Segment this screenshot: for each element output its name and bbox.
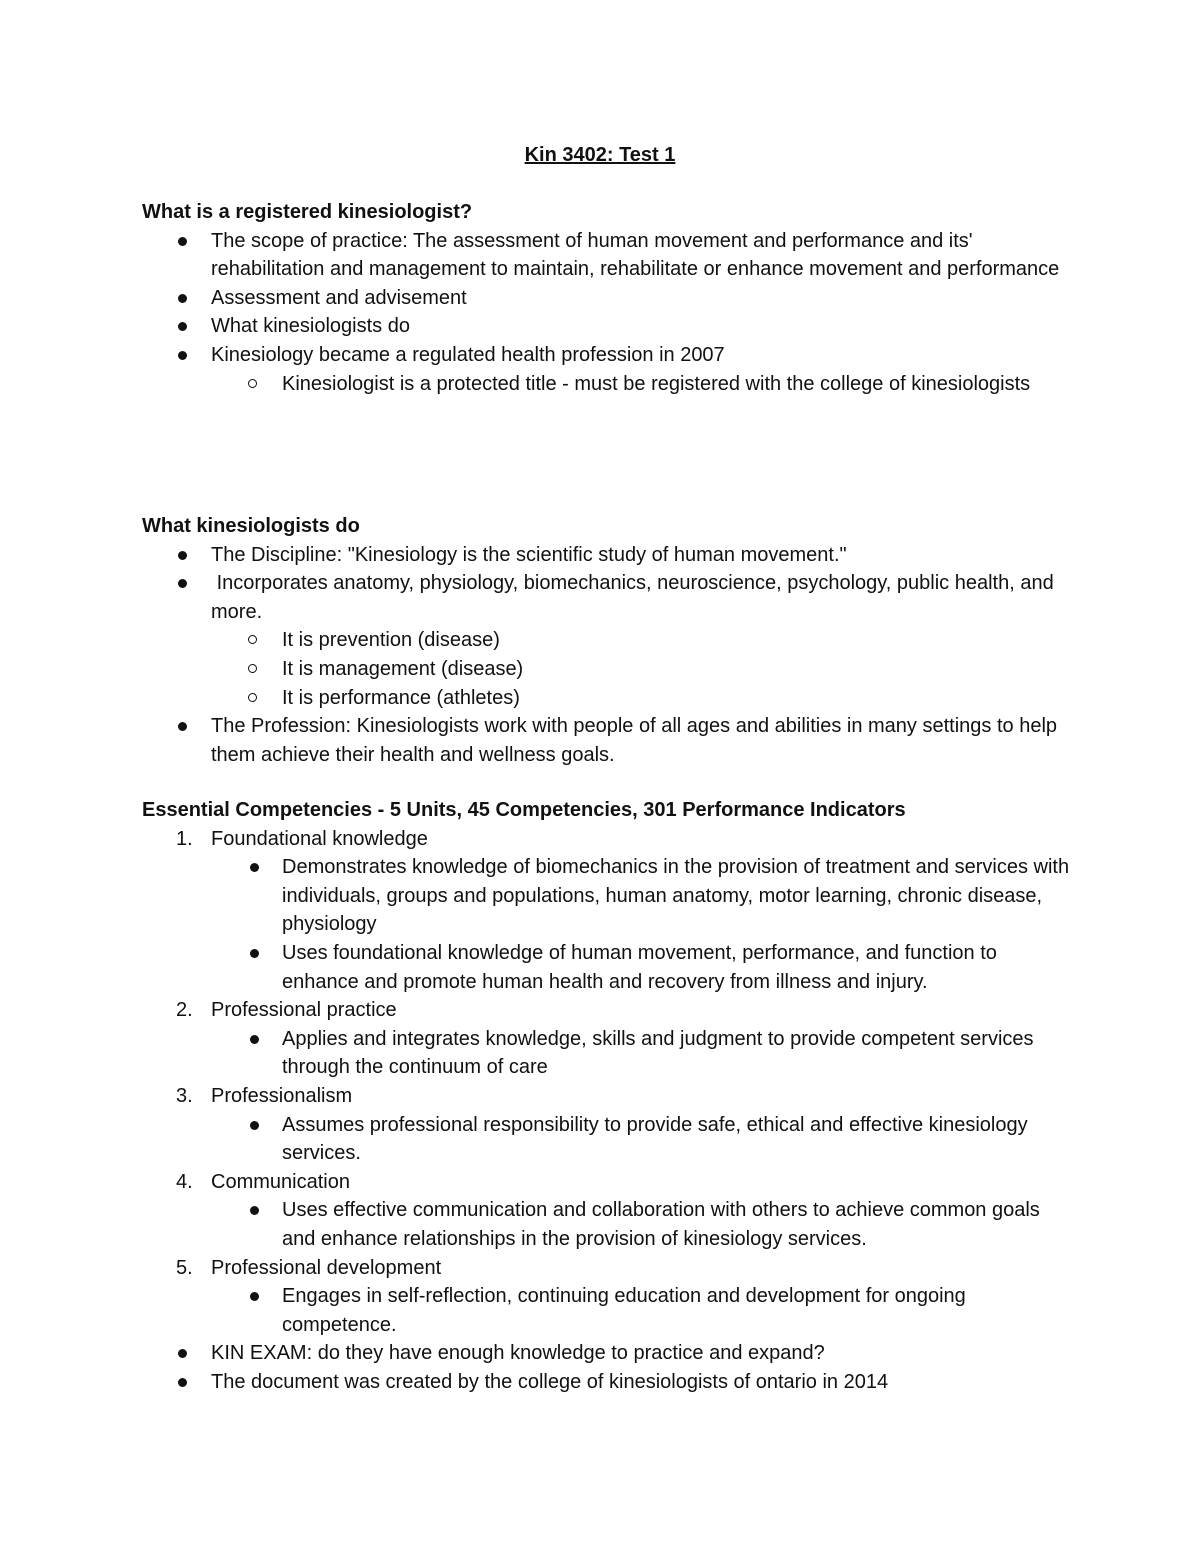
section-heading: What is a registered kinesiologist? bbox=[142, 201, 473, 223]
section-what-kinesiologists-do bbox=[142, 512, 1072, 769]
list-number: 5. bbox=[176, 1256, 193, 1279]
list-number: 1. bbox=[176, 827, 193, 850]
list-number: 2. bbox=[176, 999, 193, 1022]
bullet-icon bbox=[250, 1206, 259, 1215]
unit-point: Applies and integrates knowledge, skills and judgment to provide competent services through the continuum of care bbox=[142, 1025, 1072, 1082]
unit-item: 4. Communication bbox=[142, 1168, 1072, 1197]
bullet-icon bbox=[250, 1121, 259, 1130]
list-item: The document was created by the college of kinesiologists of ontario in 2014 bbox=[142, 1368, 1072, 1397]
bullet-icon bbox=[250, 1292, 259, 1301]
bullet-icon bbox=[250, 949, 259, 958]
sub-list-item: Kinesiologist is a protected title - must be registered with the college of kinesiologists bbox=[142, 370, 1072, 399]
unit-point: Uses effective communication and collaboration with others to achieve common goals and enhance relationships in the provision of kinesiology services. bbox=[142, 1196, 1072, 1253]
hollow-bullet-icon bbox=[248, 664, 257, 673]
list-item: Incorporates anatomy, physiology, biomechanics, neuroscience, psychology, public health, and more. bbox=[142, 569, 1072, 626]
section-heading: Essential Competencies - 5 Units, 45 Competencies, 301 Performance Indicators bbox=[142, 799, 906, 821]
list-item: The Discipline: "Kinesiology is the scientific study of human movement." bbox=[142, 541, 1072, 570]
unit-item: 3. Professionalism bbox=[142, 1082, 1072, 1111]
list-item: The Profession: Kinesiologists work with people of all ages and abilities in many settings to help them achieve their health and wellness goals. bbox=[142, 712, 1072, 769]
hollow-bullet-icon bbox=[248, 693, 257, 702]
page-title: Kin 3402: Test 1 bbox=[524, 144, 676, 166]
list-item: Kinesiology became a regulated health profession in 2007 bbox=[142, 341, 1072, 370]
unit-item: 2. Professional practice bbox=[142, 996, 1072, 1025]
bullet-icon bbox=[178, 237, 187, 246]
bullet-icon bbox=[178, 351, 187, 360]
hollow-bullet-icon bbox=[248, 635, 257, 644]
bullet-icon bbox=[178, 322, 187, 331]
unit-item: 5. Professional development bbox=[142, 1254, 1072, 1283]
unit-point: Uses foundational knowledge of human movement, performance, and function to enhance and promote human health and recovery from illness and injury. bbox=[142, 939, 1072, 996]
unit-point: Assumes professional responsibility to provide safe, ethical and effective kinesiology services. bbox=[142, 1111, 1072, 1168]
bullet-icon bbox=[250, 1035, 259, 1044]
sub-list-item: It is management (disease) bbox=[142, 655, 1072, 684]
list-number: 4. bbox=[176, 1170, 193, 1193]
list-item: The scope of practice: The assessment of human movement and performance and its' rehabilitation and management to maintain, rehabilitate or enhance movement and performance bbox=[142, 227, 1072, 284]
section-essential-competencies bbox=[142, 796, 1072, 1396]
bullet-icon bbox=[250, 863, 259, 872]
list-item: KIN EXAM: do they have enough knowledge to practice and expand? bbox=[142, 1339, 1072, 1368]
list-number: 3. bbox=[176, 1084, 193, 1107]
section-heading: What kinesiologists do bbox=[142, 515, 360, 537]
bullet-icon bbox=[178, 1378, 187, 1387]
hollow-bullet-icon bbox=[248, 379, 257, 388]
bullet-icon bbox=[178, 722, 187, 731]
bullet-icon bbox=[178, 294, 187, 303]
list-item: What kinesiologists do bbox=[142, 312, 1072, 341]
unit-point: Engages in self-reflection, continuing education and development for ongoing competence. bbox=[142, 1282, 1072, 1339]
section-registered-kinesiologist bbox=[142, 198, 1072, 398]
bullet-list bbox=[142, 227, 1072, 399]
unit-point: Demonstrates knowledge of biomechanics in the provision of treatment and services with individuals, groups and populations, human anatomy, motor learning, chronic disease, physiology bbox=[142, 853, 1072, 939]
numbered-list bbox=[142, 825, 1072, 1340]
list-item: Assessment and advisement bbox=[142, 284, 1072, 313]
sub-list-item: It is prevention (disease) bbox=[142, 626, 1072, 655]
sub-list-item: It is performance (athletes) bbox=[142, 684, 1072, 713]
bullet-icon bbox=[178, 579, 187, 588]
bullet-list bbox=[142, 541, 1072, 770]
bullet-icon bbox=[178, 1349, 187, 1358]
bullet-icon bbox=[178, 551, 187, 560]
unit-item: 1. Foundational knowledge bbox=[142, 825, 1072, 854]
bullet-list bbox=[142, 1339, 1072, 1396]
